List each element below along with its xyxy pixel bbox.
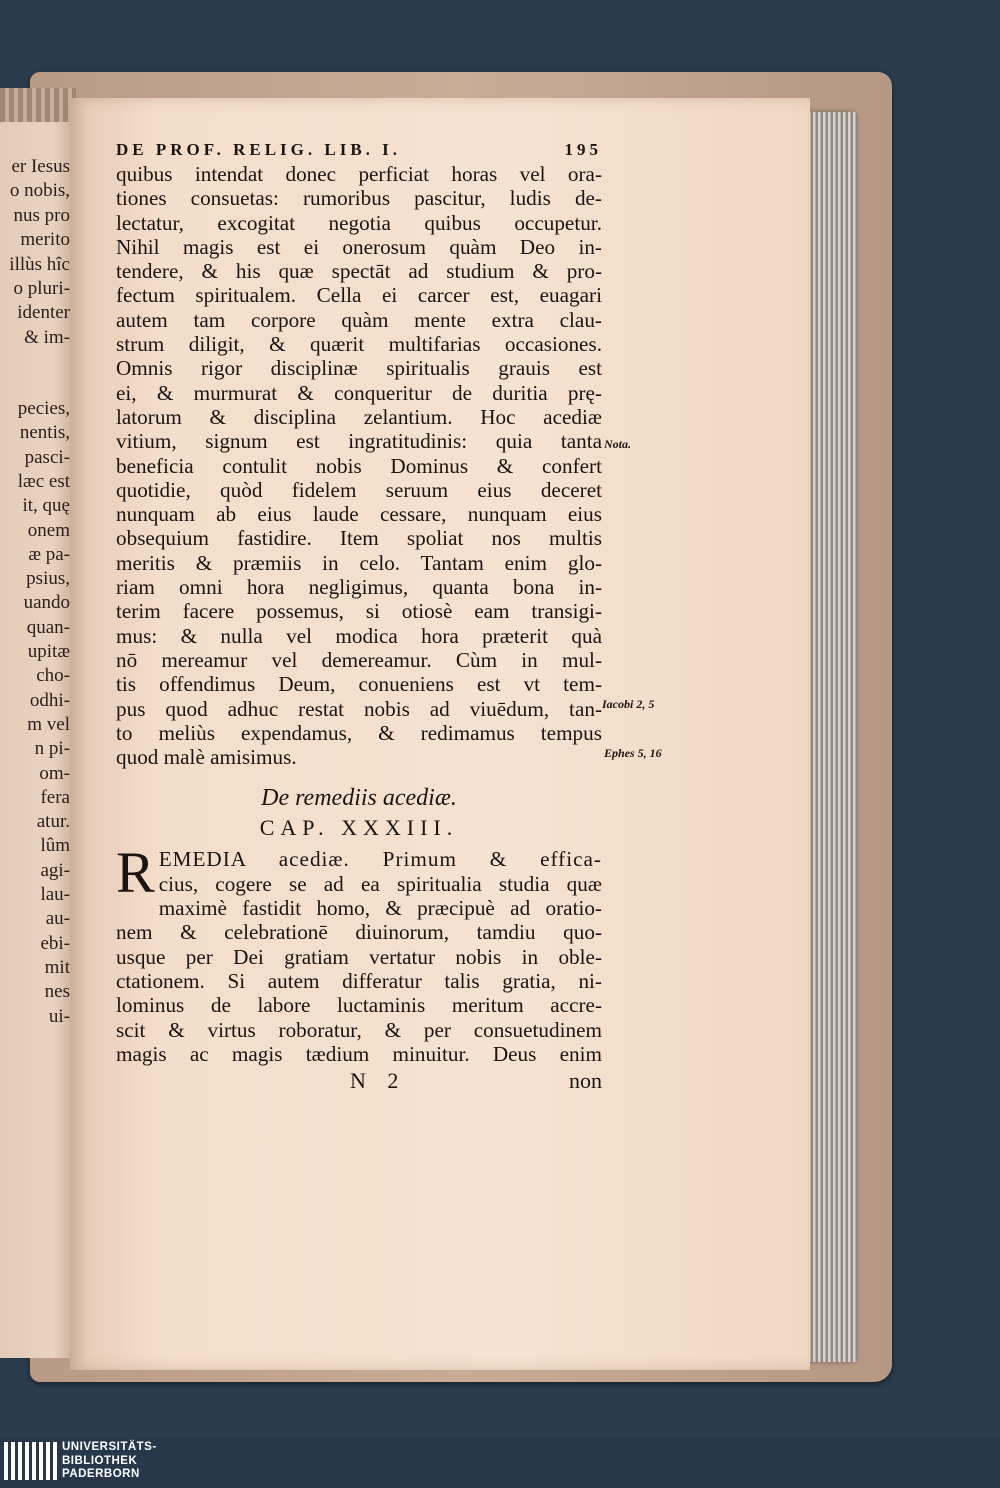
left-page-fragment: identer	[17, 302, 70, 324]
left-page-fragment: læc est	[17, 470, 70, 492]
text-line: vitium, signum est ingratitudinis: quia tanta	[116, 429, 602, 454]
section-title: De remediis acediæ.	[261, 785, 457, 812]
left-page-fragment: atur.	[36, 811, 70, 833]
library-logo-icon	[4, 1442, 57, 1480]
left-page-fragment: ebi-	[40, 932, 70, 954]
text-line: EMEDIA acediæ. Primum & effica-	[158, 847, 602, 872]
left-page-fragment: pecies,	[17, 398, 70, 419]
left-page-fragment: upitæ	[27, 641, 70, 662]
left-page-fragment: agi-	[40, 859, 70, 881]
text-line: tendere, & his quæ spectāt ad studium & pro-	[116, 259, 602, 284]
catchword: non	[569, 1068, 602, 1094]
left-page-fragment: nes	[44, 981, 70, 1003]
text-line: autem tam corpore quàm mente extra clau-	[116, 307, 602, 332]
text-line: usque per Dei gratiam vertatur nobis in oble-	[116, 944, 602, 969]
text-line: nem & celebrationē diuinorum, tamdiu quo-	[116, 920, 602, 945]
text-line: tis offendimus Deum, conueniens est vt tem-	[116, 672, 602, 697]
text-line: quotidie, quòd fidelem seruum eius deceret	[116, 477, 602, 502]
running-header	[116, 140, 602, 160]
left-page-fragment: fera	[40, 786, 70, 808]
text-line: Nihil magis est ei onerosum quàm Deo in-	[116, 234, 602, 259]
left-page-fragment: o pluri-	[13, 278, 70, 299]
left-page-fragment: quan-	[26, 616, 70, 638]
text-line: ctationem. Si autem differatur talis gratia, ni-	[116, 968, 602, 993]
left-page-fragment: ui-	[48, 1005, 70, 1027]
text-line: magis ac magis tædium minuitur. Deus enim	[116, 1041, 602, 1066]
left-page-fragment: mit	[44, 956, 70, 978]
text-line: latorum & disciplina zelantium. Hoc acediæ	[116, 404, 602, 429]
text-line: beneficia contulit nobis Dominus & confert	[116, 453, 602, 478]
signature-mark: N 2	[350, 1068, 407, 1094]
text-line: cius, cogere se ad ea spiritualia studia quæ	[158, 871, 602, 896]
text-line: nunquam ab eius laude cessare, nunquam eius	[116, 502, 602, 527]
left-page-fragment: cho-	[36, 665, 70, 687]
left-page-fragment: uando	[23, 592, 70, 614]
left-page-fragment: pasci-	[24, 446, 70, 468]
left-page-fragment: m vel	[27, 713, 70, 735]
left-page-fragment: lûm	[40, 835, 70, 857]
left-page-fragment: onem	[27, 519, 70, 541]
text-line: mus: & nulla vel modica hora præterit quà	[116, 623, 602, 648]
left-page-fragment: nus pro	[13, 204, 70, 226]
left-page-fragment: odhi-	[29, 689, 70, 711]
text-line: strum diligit, & quærit multifarias occasiones.	[116, 332, 602, 357]
library-name-line3: PADERBORN	[62, 1468, 140, 1480]
text-line: scit & virtus roboratur, & per consuetudinem	[116, 1017, 602, 1042]
left-page	[0, 88, 76, 1358]
library-footer	[0, 1438, 1000, 1488]
margin-note-ephes: Ephes 5, 16	[604, 746, 662, 760]
library-name	[62, 1441, 157, 1482]
text-line: meritis & præmiis in celo. Tantam enim glo-	[116, 550, 602, 575]
text-line: lectatur, excogitat negotia quibus occupetur.	[116, 210, 602, 235]
page-footer	[116, 1068, 602, 1094]
text-line: pus quod adhuc restat nobis ad viuēdum, tan-	[116, 696, 602, 721]
left-page-fragment: om-	[39, 762, 70, 784]
left-page-fragment: it, quę	[22, 495, 70, 517]
text-line: quod malè amisimus.	[116, 745, 297, 770]
running-title: DE PROF. RELIG. LIB. I.	[116, 140, 402, 159]
text-line: ei, & murmurat & conqueritur de duritia prę-	[116, 380, 602, 405]
left-page-fragment: psius,	[26, 568, 70, 590]
margin-note-nota: Nota.	[604, 437, 631, 451]
library-name-line1: UNIVERSITÄTS-	[62, 1441, 157, 1453]
left-page-fragment: au-	[45, 908, 70, 930]
text-line: to meliùs expendamus, & redimamus tempus	[116, 720, 602, 745]
drop-cap: R	[116, 840, 155, 906]
text-line: terim facere possemus, si otiosè eam transigi-	[116, 599, 602, 624]
left-page-fragment: & im-	[24, 326, 70, 348]
margin-note-iacobi: Iacobi 2, 5	[602, 697, 655, 711]
page-number: 195	[564, 140, 602, 159]
text-line: tiones consuetas: rumoribus pascitur, ludis de-	[116, 186, 602, 211]
left-page-fragment: nentis,	[19, 422, 70, 444]
text-line: riam omni hora negligimus, quanta bona in-	[116, 575, 602, 600]
page-text	[116, 140, 602, 1094]
body-text	[116, 162, 602, 769]
text-line: fectum spiritualem. Cella ei carcer est, euagari	[116, 283, 602, 308]
library-name-line2: BIBLIOTHEK	[62, 1454, 138, 1467]
left-page-fragment: o nobis,	[9, 180, 70, 202]
left-page-fragment: er Iesus	[11, 156, 70, 177]
left-page-fragment: n pi-	[34, 738, 70, 760]
binding-thread	[0, 88, 76, 122]
left-page-fragment: æ pa-	[28, 543, 70, 565]
text-line: maximè fastidit homo, & præcipuè ad oratio-	[158, 896, 602, 921]
left-page-fragment: lau-	[40, 884, 70, 905]
chapter-text	[116, 840, 602, 1066]
text-line: obsequium fastidire. Item spoliat nos multis	[116, 526, 602, 551]
text-line: nō mereamur vel demereamur. Cùm in mul-	[116, 647, 602, 672]
left-page-fragment: illùs hîc	[9, 253, 70, 275]
text-line: lominus de labore luctaminis meritum accre-	[116, 993, 602, 1018]
text-line: quibus intendat donec perficiat horas vel ora-	[116, 162, 602, 186]
text-line: Omnis rigor disciplinæ spiritualis grauis est	[116, 356, 602, 381]
left-page-fragment: merito	[20, 229, 70, 251]
chapter-heading: CAP. XXXIII.	[259, 815, 459, 841]
